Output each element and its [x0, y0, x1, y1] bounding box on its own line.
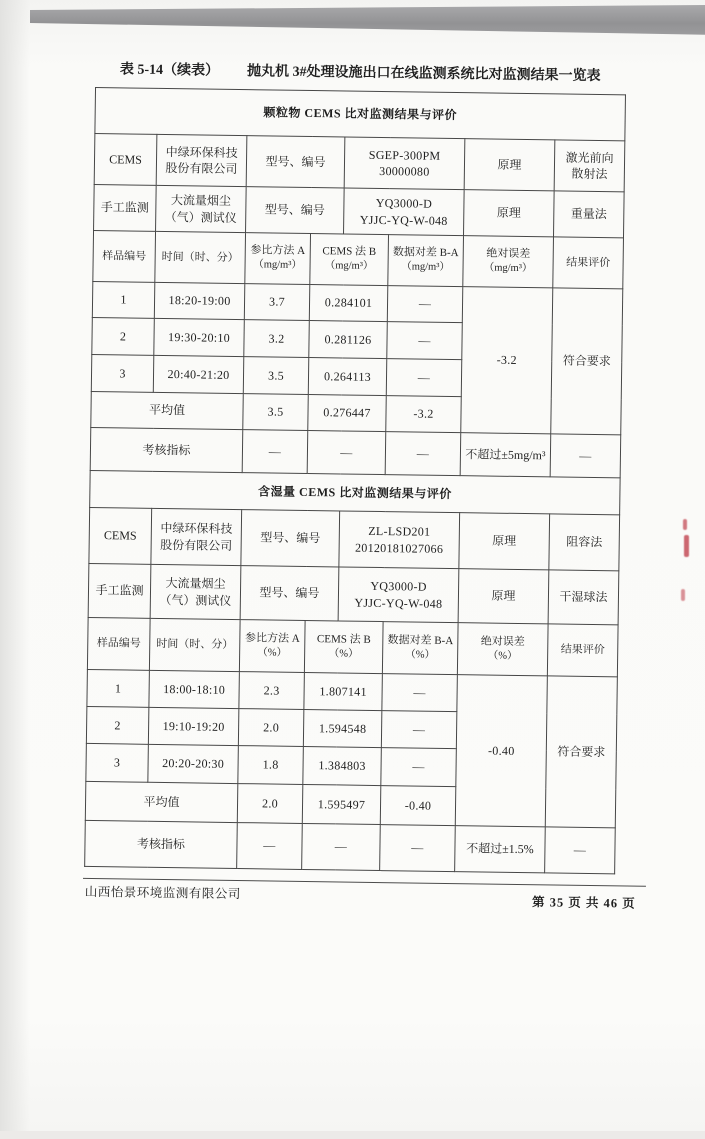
cell-principle-value: 重量法 — [553, 191, 624, 238]
cell-ref-a: — — [242, 430, 308, 474]
cell-system: CEMS — [94, 134, 157, 186]
cell-cems-b: 0.284101 — [309, 285, 387, 322]
cell-abs-limit: 不超过±5mg/m³ — [460, 433, 551, 477]
cell-diff: — — [385, 432, 461, 476]
cell-ref-a: 3.2 — [244, 320, 310, 358]
header-label: 样品编号 — [90, 636, 147, 652]
header-label: 数据对差 B-A — [391, 246, 461, 262]
header-evaluation — [547, 624, 618, 677]
cell-sample-no: 2 — [92, 317, 155, 355]
header-label: 时间（时、分） — [152, 637, 237, 653]
header-unit: （mg/m³） — [312, 259, 385, 274]
header-time — [149, 618, 240, 671]
cell-vendor: 大流量烟尘 （气）测试仪 — [150, 564, 241, 619]
header-abs-error — [457, 623, 548, 676]
cell-principle-label: 原理 — [464, 139, 555, 191]
cell-sample-no: 3 — [86, 743, 149, 782]
cell-system: 手工监测 — [94, 184, 157, 231]
red-stamp-edge-mark — [683, 519, 687, 530]
s2-column-header-row — [87, 617, 618, 676]
cell-sample-no: 1 — [87, 669, 150, 707]
header-label: CEMS 法 B — [313, 245, 386, 261]
cell-diff: — — [386, 359, 462, 397]
s1-equipment-row-cems — [94, 134, 625, 192]
s1-section-title-row — [95, 88, 626, 141]
document-title-row — [95, 58, 625, 85]
cell-diff: -3.2 — [386, 396, 461, 433]
header-label: 绝对误差 — [460, 634, 545, 650]
cell-time: 20:40-21:20 — [153, 355, 244, 393]
cell-sample-no: 2 — [86, 706, 149, 744]
cell-cems-b: 0.264113 — [308, 358, 387, 396]
cell-principle-value: 阻容法 — [549, 514, 620, 571]
s1-assessment-row — [90, 427, 621, 477]
cell-diff: — — [382, 674, 458, 712]
cell-ref-a: 2.0 — [238, 709, 304, 747]
cell-model-value: YQ3000-D YJJC-YQ-W-048 — [344, 188, 465, 236]
header-evaluation — [553, 237, 624, 289]
header-unit: （%） — [242, 646, 302, 661]
header-ref-method-a — [239, 620, 305, 673]
cell-diff: -0.40 — [380, 786, 456, 826]
cell-diff: — — [387, 322, 463, 360]
cell-sample-no: 3 — [91, 354, 154, 392]
cell-vendor: 大流量烟尘 （气）测试仪 — [156, 185, 247, 232]
monitoring-results-table — [84, 87, 626, 874]
cell-abs-error-merged: -3.2 — [461, 287, 553, 434]
cell-model-label: 型号、编号 — [246, 187, 345, 234]
header-unit: （%） — [385, 648, 455, 663]
header-cems-b — [310, 234, 389, 286]
cell-ref-a: 3.5 — [243, 357, 309, 395]
header-sample-no — [93, 230, 156, 282]
cell-ref-a: 2.3 — [239, 672, 305, 710]
cell-cems-b: — — [307, 431, 386, 475]
header-unit: （mg/m³） — [247, 258, 307, 273]
header-unit: （%） — [460, 649, 545, 664]
cell-ref-a: 2.0 — [237, 784, 303, 824]
cell-vendor: 中绿环保科技 股份有限公司 — [151, 508, 242, 565]
cell-diff: — — [387, 286, 462, 323]
s2-assessment-row — [85, 820, 616, 873]
header-unit: （mg/m³） — [465, 262, 550, 277]
cell-model-value: SGEP-300PM 30000080 — [344, 137, 465, 190]
cell-principle-label: 原理 — [459, 513, 550, 570]
cell-cems-b: — — [302, 823, 381, 870]
s1-equipment-row-manual — [94, 184, 625, 237]
cell-average-label: 平均值 — [91, 391, 243, 429]
cell-principle-value: 激光前向 散射法 — [554, 140, 625, 192]
page-title: 抛丸机 3#处理设施出口在线监测系统比对监测结果一览表 — [247, 60, 601, 85]
cell-evaluation: — — [550, 434, 621, 478]
header-label: CEMS 法 B — [307, 632, 380, 648]
cell-assessment-label: 考核指标 — [90, 427, 243, 472]
cell-diff: — — [381, 748, 457, 787]
footer-page-number: 第 35 页 共 46 页 — [84, 886, 636, 912]
header-ref-method-a — [245, 233, 311, 285]
cell-system: CEMS — [89, 507, 152, 564]
header-abs-error — [463, 236, 554, 288]
header-data-diff — [382, 622, 458, 675]
cell-ref-a: 3.5 — [243, 394, 308, 431]
cell-abs-limit: 不超过±1.5% — [455, 826, 546, 873]
footer-company-name: 山西怡景环境监测有限公司 — [85, 882, 241, 902]
cell-time: 19:30-20:10 — [154, 318, 245, 356]
cell-ref-a: 3.7 — [244, 284, 309, 321]
s2-equipment-row-manual — [88, 563, 619, 624]
cell-system: 手工监测 — [88, 563, 151, 618]
s2-equipment-row-cems — [89, 507, 620, 570]
header-label: 结果评价 — [556, 255, 621, 271]
cell-cems-b: 1.807141 — [304, 672, 383, 710]
s1-column-header-row — [93, 230, 624, 288]
header-cems-b — [304, 620, 383, 673]
cell-cems-b: 0.276447 — [308, 395, 386, 432]
cell-model-value: ZL-LSD201 20120181027066 — [339, 511, 460, 569]
cell-principle-label: 原理 — [464, 190, 555, 237]
red-stamp-edge-mark — [684, 535, 689, 557]
cell-diff: — — [381, 711, 457, 749]
header-unit: （mg/m³） — [390, 260, 460, 275]
cell-model-label: 型号、编号 — [240, 566, 339, 621]
header-time — [155, 231, 246, 283]
cell-sample-no: 1 — [92, 281, 154, 318]
cell-cems-b: 0.281126 — [309, 321, 388, 359]
cell-time: 19:10-19:20 — [148, 707, 239, 745]
cell-principle-label: 原理 — [458, 569, 549, 624]
header-label: 结果评价 — [550, 642, 615, 658]
header-label: 数据对差 B-A — [385, 633, 455, 649]
header-label: 绝对误差 — [466, 247, 551, 263]
cell-cems-b: 1.594548 — [303, 709, 382, 747]
table-label: 表 5-14（续表） — [120, 58, 219, 79]
header-label: 参比方法 A — [248, 244, 308, 260]
cell-evaluation-merged: 符合要求 — [551, 288, 623, 435]
cell-principle-value: 干湿球法 — [548, 570, 619, 625]
cell-evaluation-merged: 符合要求 — [545, 676, 617, 828]
header-sample-no — [87, 617, 150, 670]
cell-cems-b: 1.595497 — [302, 784, 381, 824]
cell-ref-a: 1.8 — [238, 746, 304, 785]
red-stamp-edge-mark — [681, 589, 685, 601]
cell-assessment-label: 考核指标 — [85, 820, 238, 868]
cell-abs-error-merged: -0.40 — [455, 675, 547, 827]
header-data-diff — [388, 235, 464, 287]
cell-model-value: YQ3000-D YJJC-YQ-W-048 — [338, 567, 459, 623]
cell-model-label: 型号、编号 — [246, 136, 345, 188]
cell-ref-a: — — [237, 823, 303, 870]
header-label: 时间（时、分） — [158, 249, 243, 265]
s1-section-title: 颗粒物 CEMS 比对监测结果与评价 — [95, 88, 626, 141]
cell-evaluation: — — [545, 827, 616, 874]
cell-vendor: 中绿环保科技 股份有限公司 — [156, 134, 247, 186]
cell-model-label: 型号、编号 — [241, 510, 340, 567]
s2-section-title: 含湿量 CEMS 比对监测结果与评价 — [90, 470, 621, 514]
cell-cems-b: 1.384803 — [303, 746, 382, 785]
header-unit: （%） — [307, 647, 380, 662]
header-label: 参比方法 A — [242, 631, 302, 647]
cell-time: 18:00-18:10 — [149, 670, 240, 708]
header-label: 样品编号 — [96, 249, 153, 265]
cell-time: 20:20-20:30 — [148, 744, 239, 783]
cell-diff: — — [380, 825, 456, 872]
cell-average-label: 平均值 — [85, 781, 238, 822]
cell-time: 18:20-19:00 — [154, 282, 244, 319]
